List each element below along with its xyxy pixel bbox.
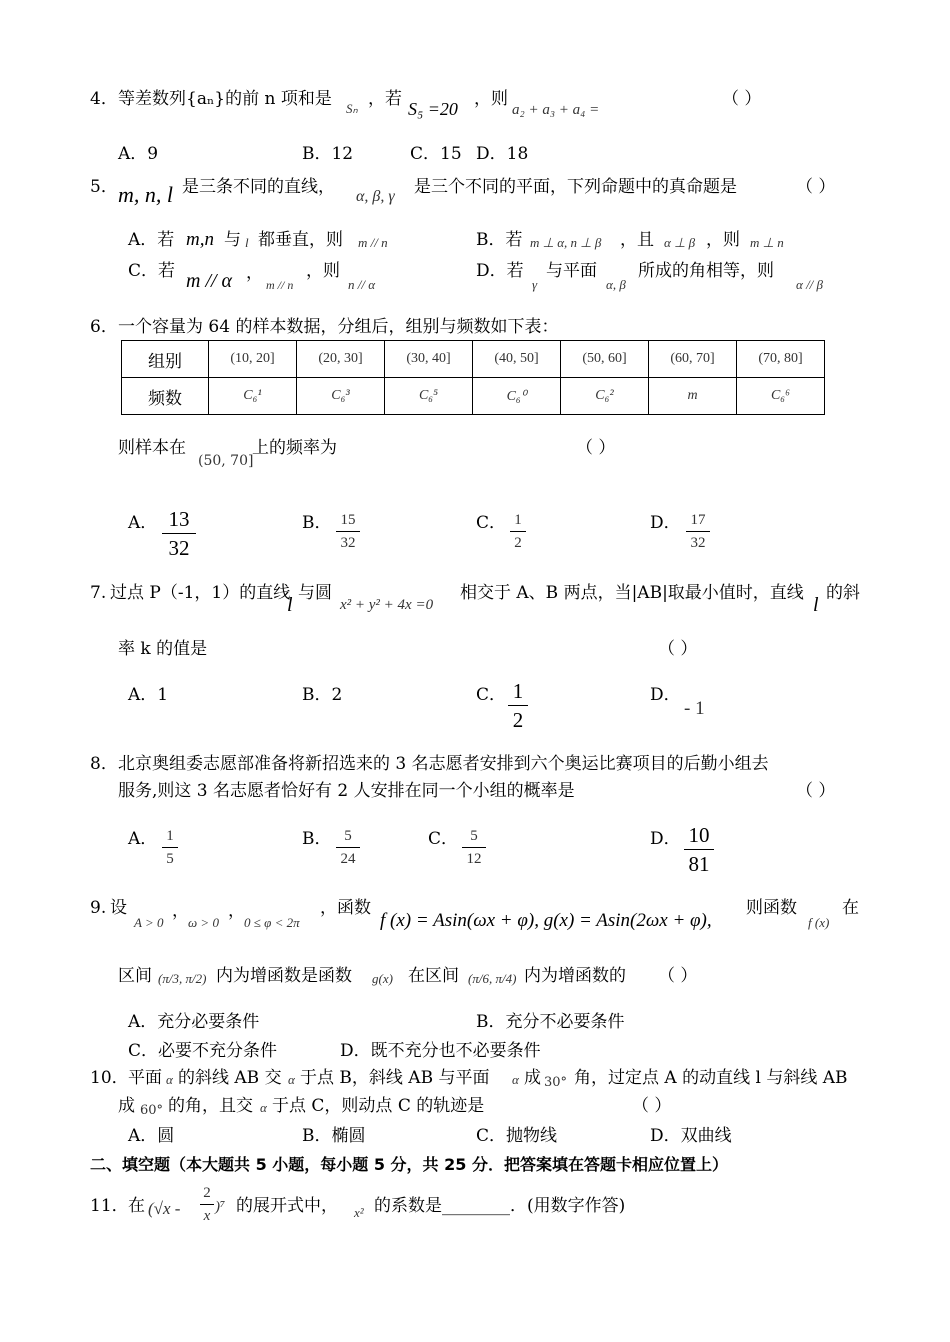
q11-expression-open: (√x -: [148, 1199, 181, 1218]
q7-option-d-label: D．: [650, 685, 681, 705]
q9-she: 设: [110, 898, 127, 918]
q11-x2: x²: [354, 1205, 364, 1220]
q8-option-d-fraction: [684, 822, 714, 877]
q5-b-result: m ⊥ n: [750, 235, 784, 250]
q6-option-b-fraction: [336, 510, 360, 553]
q10-line1-b: 的斜线 AB 交: [178, 1068, 282, 1088]
q9-function-label: ，函数: [320, 898, 371, 918]
q10-answer-paren: （ ）: [632, 1096, 672, 1116]
q10-angle-60: 60°: [140, 1103, 164, 1118]
table-cell-group: (30, 40]: [385, 341, 473, 378]
q4-sn: Sₙ: [346, 101, 358, 116]
q7-option-c-denominator: 2: [512, 708, 524, 732]
q5-b-prefix: B．若: [476, 230, 523, 250]
table-header-frequencies: 频数: [122, 378, 209, 415]
q6-option-d-fraction: [686, 510, 710, 553]
q9-line2-post: 内为增函数的: [524, 966, 626, 986]
frequency-table: [121, 340, 825, 415]
q5-a-mid: 与: [224, 230, 241, 250]
q9-comma-2: ，: [228, 901, 245, 921]
q4-number: 4．: [90, 89, 118, 109]
q6-option-c-denominator: 2: [514, 535, 522, 551]
q6-tail-prefix: 则样本在: [118, 438, 186, 458]
table-cell-frequency: C₆²: [561, 378, 649, 415]
q5-c-condition: m // α: [186, 270, 233, 292]
q9-functions: f (x) = Asin(ωx + φ), g(x) = Asin(2ωx + φ),: [380, 910, 712, 931]
q8-option-a-denominator: 5: [166, 851, 174, 867]
table-cell-frequency: C₆³: [297, 378, 385, 415]
q5-b-condition-2: α ⊥ β: [664, 235, 696, 250]
table-cell-frequency: C₆¹: [209, 378, 297, 415]
q8-option-b-fraction: [336, 826, 360, 869]
table-cell-frequency: C₆⁶: [737, 378, 825, 415]
q10-option-a: A．圆: [128, 1126, 175, 1146]
q5-a-l: l: [245, 235, 249, 250]
q8-number: 8．: [90, 754, 118, 774]
q7-line-2: 率 k 的值是: [118, 639, 208, 659]
q9-option-c: C．必要不充分条件: [128, 1041, 278, 1061]
q9-option-a: A．充分必要条件: [128, 1012, 260, 1032]
q5-b-mid: ，且: [620, 230, 654, 250]
q8-option-b-label: B．: [302, 829, 332, 849]
q7-option-c-numerator: 1: [512, 679, 524, 703]
table-cell-frequency: C₆⁵: [385, 378, 473, 415]
q6-option-a-fraction: [162, 506, 196, 561]
q6-option-a-numerator: 13: [168, 507, 190, 531]
q10-line1-e: 角，过定点 A 的动直线 l 与斜线 AB: [574, 1068, 848, 1088]
q11-number: 11．: [90, 1196, 129, 1216]
q10-number: 10．: [90, 1068, 129, 1088]
q9-line2-mid2: 在区间: [408, 966, 459, 986]
q9-answer-paren: （ ）: [658, 966, 698, 986]
q8-option-d-denominator: 81: [688, 852, 710, 876]
q9-comma-1: ，: [172, 901, 189, 921]
q7-stem-4: 的斜: [826, 583, 860, 603]
q5-d-prefix: D．若: [476, 261, 524, 281]
q11-mid: 的展开式中，: [236, 1196, 338, 1216]
q8-option-d-label: D．: [650, 829, 681, 849]
q7-stem-3: 相交于 A、B 两点，当|AB|取最小值时，直线: [460, 583, 804, 603]
q5-a-mn: m,n: [186, 229, 214, 250]
q10-line2-a: 成: [118, 1096, 135, 1116]
q6-option-a-denominator: 32: [168, 536, 190, 560]
q6-tail-post: 上的频率为: [252, 438, 337, 458]
q5-c-condition-2: m // n: [266, 278, 294, 292]
table-cell-frequency: C₆⁰: [473, 378, 561, 415]
q6-option-d-numerator: 17: [690, 512, 706, 528]
q4-expression: a₂ + a₃ + a₄ =: [512, 102, 600, 118]
q5-a-post: 都垂直，则: [258, 230, 343, 250]
q8-option-a-label: A．: [128, 829, 158, 849]
q11-fraction: [200, 1183, 214, 1226]
q10-line2-b: 的角，且交: [168, 1096, 253, 1116]
q10-angle-30: 30°: [544, 1075, 568, 1090]
q4-option-c: C．15: [410, 144, 462, 164]
q8-option-c-numerator: 5: [470, 828, 478, 844]
q10-option-d: D．双曲线: [650, 1126, 732, 1146]
q6-number: 6．: [90, 317, 118, 337]
q8-option-c-fraction: [462, 826, 486, 869]
q5-number: 5．: [90, 177, 118, 197]
q11-post: 的系数是________．(用数字作答): [374, 1196, 626, 1216]
q7-stem-2: 与圆: [298, 583, 332, 603]
table-cell-group: (50, 60]: [561, 341, 649, 378]
q7-number: 7.: [90, 583, 107, 603]
q10-option-c: C．抛物线: [476, 1126, 558, 1146]
q9-condition-omega: ω > 0: [188, 915, 219, 930]
q8-option-c-label: C．: [428, 829, 459, 849]
q7-option-a: A．1: [128, 685, 169, 705]
q9-option-d: D．既不充分也不必要条件: [340, 1041, 541, 1061]
q8-option-b-numerator: 5: [344, 828, 352, 844]
q4-stem: 等差数列{aₙ}的前 n 项和是: [118, 89, 332, 109]
q8-option-c-denominator: 12: [466, 851, 482, 867]
q4-condition: S₅ =20: [408, 99, 458, 119]
q5-a-prefix: A．若: [128, 230, 175, 250]
q11-expression-close: )⁷: [215, 1199, 226, 1215]
q10-line1-a: 平面: [128, 1068, 162, 1088]
q10-option-b: B．椭圆: [302, 1126, 366, 1146]
q9-fx: f (x): [808, 915, 830, 930]
q5-lines: m, n, l: [118, 182, 173, 207]
q5-d-post: 所成的角相等，则: [638, 261, 774, 281]
q6-option-d-label: D．: [650, 513, 681, 533]
q7-option-d-value: - 1: [684, 698, 705, 719]
q5-stem-2: 是三个不同的平面，下列命题中的真命题是: [414, 177, 737, 197]
q6-option-d-denominator: 32: [690, 535, 706, 551]
q9-then: 则函数: [746, 898, 797, 918]
q6-stem: 一个容量为 64 的样本数据，分组后，组别与频数如下表：: [118, 317, 559, 337]
q5-d-gamma: γ: [532, 277, 538, 292]
q5-d-result: α // β: [796, 277, 824, 292]
q8-option-a-fraction: [162, 826, 178, 869]
q10-alpha-3: α: [512, 1072, 519, 1087]
q6-option-b-denominator: 32: [340, 535, 356, 551]
q7-answer-paren: （ ）: [658, 639, 698, 659]
table-cell-group: (40, 50]: [473, 341, 561, 378]
q8-line-2: 服务,则这 3 名志愿者恰好有 2 人安排在同一个小组的概率是: [118, 781, 575, 801]
table-cell-group: (20, 30]: [297, 341, 385, 378]
q6-option-b-label: B．: [302, 513, 332, 533]
section-2-title: 二、填空题（本大题共 5 小题，每小题 5 分，共 25 分．把答案填在答题卡相应位置上）: [90, 1155, 728, 1174]
q9-zai: 在: [842, 898, 859, 918]
q5-c-result: n // α: [348, 277, 376, 292]
q5-c-prefix: C．若: [128, 261, 176, 281]
q8-option-a-numerator: 1: [166, 828, 174, 844]
q5-d-mid: 与平面: [546, 261, 597, 281]
q9-condition-phi: 0 ≤ φ < 2π: [244, 915, 300, 930]
q6-option-c-numerator: 1: [514, 512, 522, 528]
q4-comma: ，若: [368, 89, 402, 109]
q10-alpha-1: α: [166, 1072, 173, 1087]
q9-number: 9.: [90, 898, 107, 918]
q11-prefix: 在: [128, 1196, 145, 1216]
q5-b-post: ，则: [706, 230, 740, 250]
q9-gx: g(x): [372, 971, 393, 986]
q10-line1-d: 成: [524, 1068, 541, 1088]
q5-d-planes: α, β: [606, 277, 626, 292]
q11-fraction-denominator: x: [203, 1208, 211, 1224]
table-cell-group: (60, 70]: [649, 341, 737, 378]
q4-option-d: D．18: [476, 144, 529, 164]
q6-answer-paren: （ ）: [576, 438, 616, 458]
q5-planes: α, β, γ: [356, 188, 395, 205]
q9-condition-a: A > 0: [134, 915, 164, 930]
q7-line-l-2: l: [813, 594, 819, 616]
q4-then: ，则: [474, 89, 508, 109]
table-row-frequencies: [122, 378, 825, 415]
q7-option-c-label: C．: [476, 685, 507, 705]
q4-option-b: B．12: [302, 144, 354, 164]
q9-interval-1: (π/3, π/2): [158, 971, 207, 986]
q8-answer-paren: （ ）: [796, 781, 836, 801]
table-row-groups: [122, 341, 825, 378]
q5-b-condition: m ⊥ α, n ⊥ β: [530, 235, 602, 250]
table-cell-frequency: m: [649, 378, 737, 415]
q6-option-b-numerator: 15: [340, 512, 356, 528]
q8-option-b-denominator: 24: [340, 851, 356, 867]
q4-answer-paren: （ ）: [722, 89, 762, 109]
q10-line1-c: 于点 B，斜线 AB 与平面: [300, 1068, 490, 1088]
q6-option-c-label: C．: [476, 513, 507, 533]
q7-line-l: l: [287, 594, 293, 616]
q11-fraction-numerator: 2: [203, 1185, 211, 1201]
q10-line2-c: 于点 C，则动点 C 的轨迹是: [272, 1096, 485, 1116]
q8-line-1: 北京奥组委志愿部准备将新招选来的 3 名志愿者安排到六个奥运比赛项目的后勤小组去: [118, 754, 769, 774]
q10-alpha-2: α: [288, 1072, 295, 1087]
q6-option-a-label: A．: [128, 513, 158, 533]
q5-a-result: m // n: [358, 235, 388, 250]
q7-stem-1: 过点 P（-1，1）的直线: [110, 583, 291, 603]
table-header-groups: 组别: [122, 341, 209, 378]
q9-line2-mid: 内为增函数是函数: [216, 966, 352, 986]
q5-answer-paren: （ ）: [796, 177, 836, 197]
q5-stem-1: 是三条不同的直线，: [182, 177, 335, 197]
q6-tail-interval: (50, 70]: [198, 453, 254, 469]
q10-alpha-4: α: [260, 1100, 267, 1115]
q7-option-c-fraction: [508, 678, 528, 733]
q7-circle-equation: x² + y² + 4x =0: [340, 597, 434, 613]
q9-line2-prefix: 区间: [118, 966, 152, 986]
q5-c-post: ，则: [306, 261, 340, 281]
q7-option-b: B．2: [302, 685, 343, 705]
q8-option-d-numerator: 10: [688, 823, 710, 847]
q9-interval-2: (π/6, π/4): [468, 971, 517, 986]
table-cell-group: (10, 20]: [209, 341, 297, 378]
q6-option-c-fraction: [510, 510, 526, 553]
q5-c-comma: ，: [246, 263, 263, 283]
q4-option-a: A．9: [118, 144, 159, 164]
table-cell-group: (70, 80]: [737, 341, 825, 378]
q9-option-b: B．充分不必要条件: [476, 1012, 625, 1032]
